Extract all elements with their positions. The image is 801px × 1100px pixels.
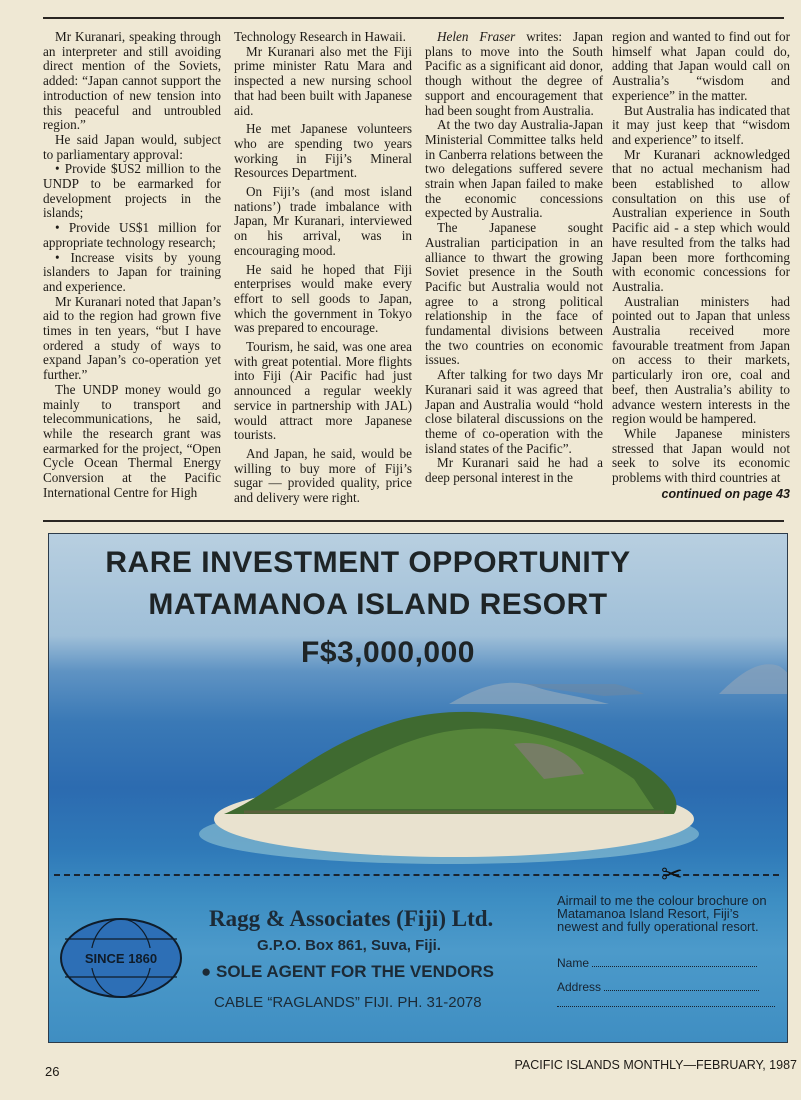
ad-subheadline: MATAMANOA ISLAND RESORT <box>148 588 608 621</box>
paragraph: Mr Kuranari acknowledged that no actual mechanism had been established to allow consultation on this use of Australian experience in South Pacific aid - a step which would have resulted from the talks had Japan been more forthcoming with economic concessions for Australia. <box>612 146 790 294</box>
article-column-3 <box>425 30 603 486</box>
agent-address: G.P.O. Box 861, Suva, Fiji. <box>257 937 441 954</box>
address-label: Address <box>557 980 602 994</box>
byline-paragraph <box>425 30 603 118</box>
ad-price: F$3,000,000 <box>301 636 475 669</box>
paragraph: Mr Kuranari also met the Fiji prime minister Ratu Mara and inspected a new nursing school that had been built with Japanese aid. <box>234 43 412 118</box>
agent-cable: CABLE “RAGLANDS” FIJI. PH. 31-2078 <box>214 994 482 1011</box>
bullet-item: • Increase visits by young islanders to Japan for training and experience. <box>43 249 221 294</box>
paragraph: On Fiji’s (and most island nations’) trade imbalance with Japan, Mr Kuranari, interviewed on his arrival, was in encouraging mood. <box>234 184 412 258</box>
advertisement <box>48 533 788 1043</box>
coupon-address-field[interactable] <box>557 980 759 994</box>
article-column-1 <box>43 30 221 501</box>
agent-role-text: SOLE AGENT FOR THE VENDORS <box>216 962 495 981</box>
coupon-text: Airmail to me the colour brochure on Matamanoa Island Resort, Fiji’s newest and fully operational resort. <box>557 893 767 934</box>
paragraph: He met Japanese volunteers who are spending two years working in Fiji’s Mineral Resources Department. <box>234 121 412 181</box>
top-rule <box>43 17 784 19</box>
coupon-name-field[interactable] <box>557 956 757 970</box>
paragraph: He said Japan would, subject to parliamentary approval: <box>43 131 221 162</box>
paragraph: Mr Kuranari, speaking through an interpreter and still avoiding direct mention of the Soviets, added: “Japan cannot support the introduction of new tension into this peaceful and untroubled region.” <box>43 29 221 133</box>
bullet-item: • Provide $US2 million to the UNDP to be earmarked for development projects in the islands; <box>43 161 221 221</box>
paragraph: And Japan, he said, would be willing to buy more of Fiji’s sugar — provided quality, price and delivery were right. <box>234 445 412 506</box>
agency-seal-logo <box>59 917 184 999</box>
name-input-line[interactable] <box>592 966 757 967</box>
agent-name: Ragg & Associates (Fiji) Ltd. <box>209 906 494 931</box>
continued-note: continued on page 43 <box>661 486 790 501</box>
ad-headline: RARE INVESTMENT OPPORTUNITY <box>105 546 631 579</box>
paragraph: Mr Kuranari noted that Japan’s aid to the region had grown five times in ten years, “but I have ordered a study of ways to expand Japan’s co-operation yet further.” <box>43 293 221 383</box>
address-input-line[interactable] <box>604 990 759 991</box>
paragraph: After talking for two days Mr Kuranari said it was agreed that Japan and Australia would “hold close bilateral discussions on the theme of co-operation with the island states of the Pacific”. <box>425 367 603 456</box>
article-column-4 <box>612 30 790 502</box>
name-label: Name <box>557 956 590 970</box>
paragraph: Tourism, he said, was one area with great potential. More flights into Fiji (Air Pacific had just announced a regular weekly service in partnership with JAL) would attract more Japanese tourists. <box>234 339 412 443</box>
coupon-extra-line[interactable] <box>557 1006 775 1007</box>
island-photo <box>184 684 704 874</box>
bullet-item: • Provide US$1 million for appropriate technology research; <box>43 220 221 250</box>
seal-text: SINCE 1860 <box>84 951 158 966</box>
byline-text: writes: Japan plans to move into the South Pacific as a significant aid donor, though without the degree of support and encouragement that had been sought from Australia. <box>425 29 604 118</box>
byline: Helen Fraser <box>437 29 516 44</box>
paragraph: Australian ministers had pointed out to Japan that unless Australia received more favourable treatment from Japan on access to their markets, particularly iron ore, coal and beef, then Australia’s ability to advance western interests in the region would be hampered. <box>612 293 790 427</box>
paragraph: But Australia has indicated that it may just keep that “wisdom and experience” to itself. <box>612 102 790 147</box>
page-number: 26 <box>45 1064 60 1079</box>
paragraph: Technology Research in Hawaii. <box>234 29 406 44</box>
paragraph: Mr Kuranari said he had a deep personal interest in the <box>425 455 603 486</box>
article-column-2 <box>234 30 412 506</box>
paragraph: He said he hoped that Fiji enterprises would make every effort to sell goods to Japan, which the government in Tokyo was prepared to encourage. <box>234 261 412 336</box>
paragraph: At the two day Australia-Japan Ministerial Committee talks held in Canberra relations between the two delegations suffered severe strain when Japan failed to make the economic concessions expected by Australia. <box>425 117 603 221</box>
scissors-icon: ✂ <box>661 860 683 890</box>
paragraph: The UNDP money would go mainly to transport and telecommunications, he said, while the research grant was earmarked for the project, “Open Cycle Ocean Thermal Energy Conversion at the Pacific International Centre for High <box>43 381 221 500</box>
agent-role: ● SOLE AGENT FOR THE VENDORS <box>201 962 495 981</box>
magazine-footer: PACIFIC ISLANDS MONTHLY—FEBRUARY, 1987 <box>514 1058 797 1072</box>
distant-island <box>449 666 609 706</box>
paragraph: region and wanted to find out for himself what Japan could do, adding that Japan would call on Australia’s “wisdom and experience” in the matter. <box>612 29 790 103</box>
ad-top-rule <box>43 520 784 522</box>
paragraph: The Japanese sought Australian participation in an alliance to thwart the growing Soviet presence in the South Pacific but Australia would not agree to a strong political relationship in the face of fundamental divisions between the two countries on economic issues. <box>425 220 603 368</box>
paragraph: While Japanese ministers stressed that Japan would not seek to solve its economic problems with third countries at <box>612 425 790 486</box>
